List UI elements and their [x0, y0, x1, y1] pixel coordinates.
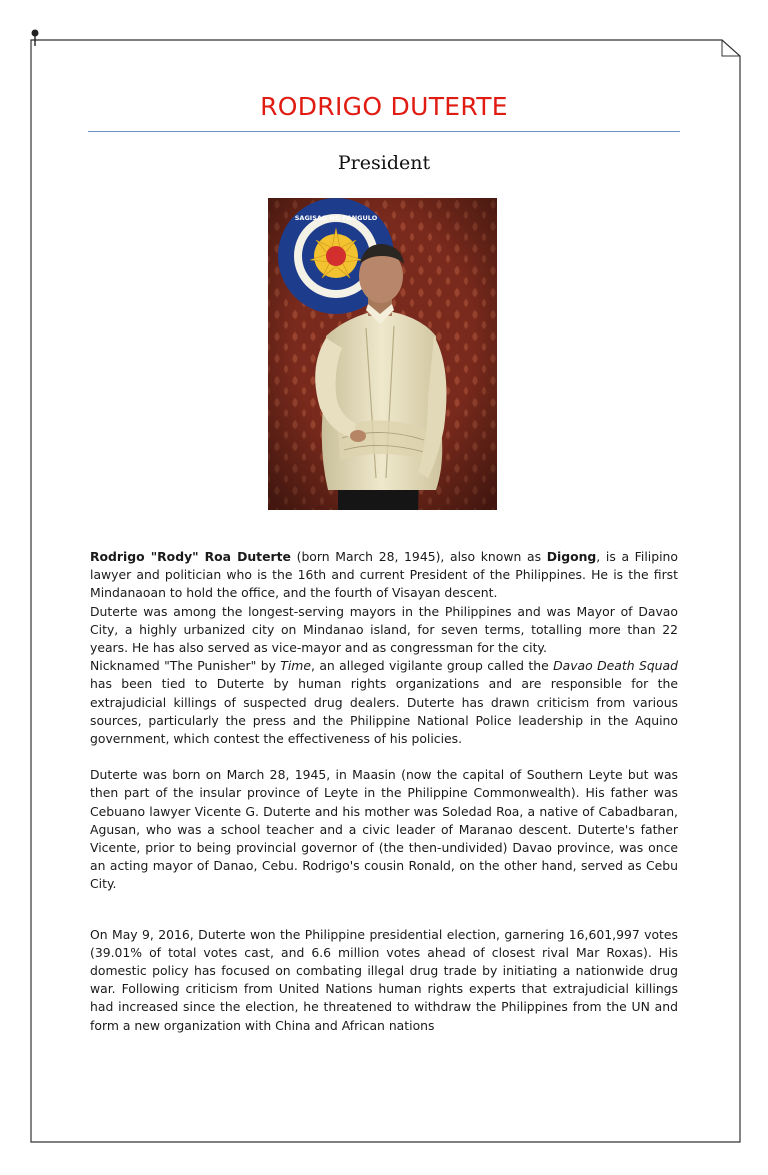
text-run: (born March 28, 1945), also known as [290, 549, 547, 564]
text-run: has been tied to Duterte by human rights organizations and are responsible for the extrajudicial killings of suspected drug dealers. Duterte has drawn criticism from various sources, particularly the press and the Philippine National Police leadership in the Aquino government, which contest the effectiveness of his policies. [90, 676, 678, 747]
paragraph-gap [90, 748, 678, 766]
paragraph-intro [90, 548, 678, 603]
magazine-name: Time [280, 658, 312, 674]
subject-name: Rodrigo "Rody" Roa Duterte [90, 549, 291, 564]
text-run: Nicknamed "The Punisher" by [90, 658, 281, 674]
paragraph-punisher [90, 657, 678, 748]
svg-text:SAGISAG NG PANGULO: SAGISAG NG PANGULO [294, 214, 378, 222]
pin-icon [31, 30, 39, 47]
nickname: Digong [546, 549, 597, 564]
paragraph-gap [90, 894, 678, 926]
paragraph-mayor: Duterte was among the longest-serving mayors in the Philippines and was Mayor of Davao City, a highly urbanized city on Mindanao island, for seven terms, totalling more than 22 years. He has also served as vice-mayor and as congressman for the city. [90, 603, 678, 656]
paragraph-presidency: On May 9, 2016, Duterte won the Philippine presidential election, garnering 16,601,997 votes (39.01% of total votes cast, and 6.6 million votes ahead of closest rival Mar Roxas). His domestic policy has focused on combating illegal drug trade by initiating a nationwide drug war. Following criticism from United Nations human rights experts that extrajudicial killings had increased since the election, he threatened to withdraw the Philippines from the UN and form a new organization with China and African nations [90, 926, 678, 1033]
page-subtitle: President [337, 152, 431, 174]
text-run: , is a Filipino lawyer and politician who is the 16th and current President of the Philippines. He is the first Mindanaoan to hold the office, and the fourth of Visayan descent. [90, 549, 678, 601]
article-body [90, 548, 678, 1035]
portrait-photo [268, 198, 497, 510]
text-run: , an alleged vigilante group called the [311, 658, 554, 674]
paragraph-early-life: Duterte was born on March 28, 1945, in Maasin (now the capital of Southern Leyte but was then part of the insular province of Leyte in the Philippine Commonwealth). His father was Cebuano lawyer Vicente G. Duterte and his mother was Soledad Roa, a native of Cabadbaran, Agusan, who was a school teacher and a civic leader of Maranao descent. Duterte's father Vicente, prior to being provincial governor of (the then-undivided) Davao province, was once an acting mayor of Danao, Cebu. Rodrigo's cousin Ronald, on the other hand, served as Cebu City. [90, 767, 678, 892]
page-title: RODRIGO DUTERTE [260, 92, 508, 121]
group-name: Davao Death Squad [553, 658, 678, 674]
title-divider [88, 131, 680, 132]
